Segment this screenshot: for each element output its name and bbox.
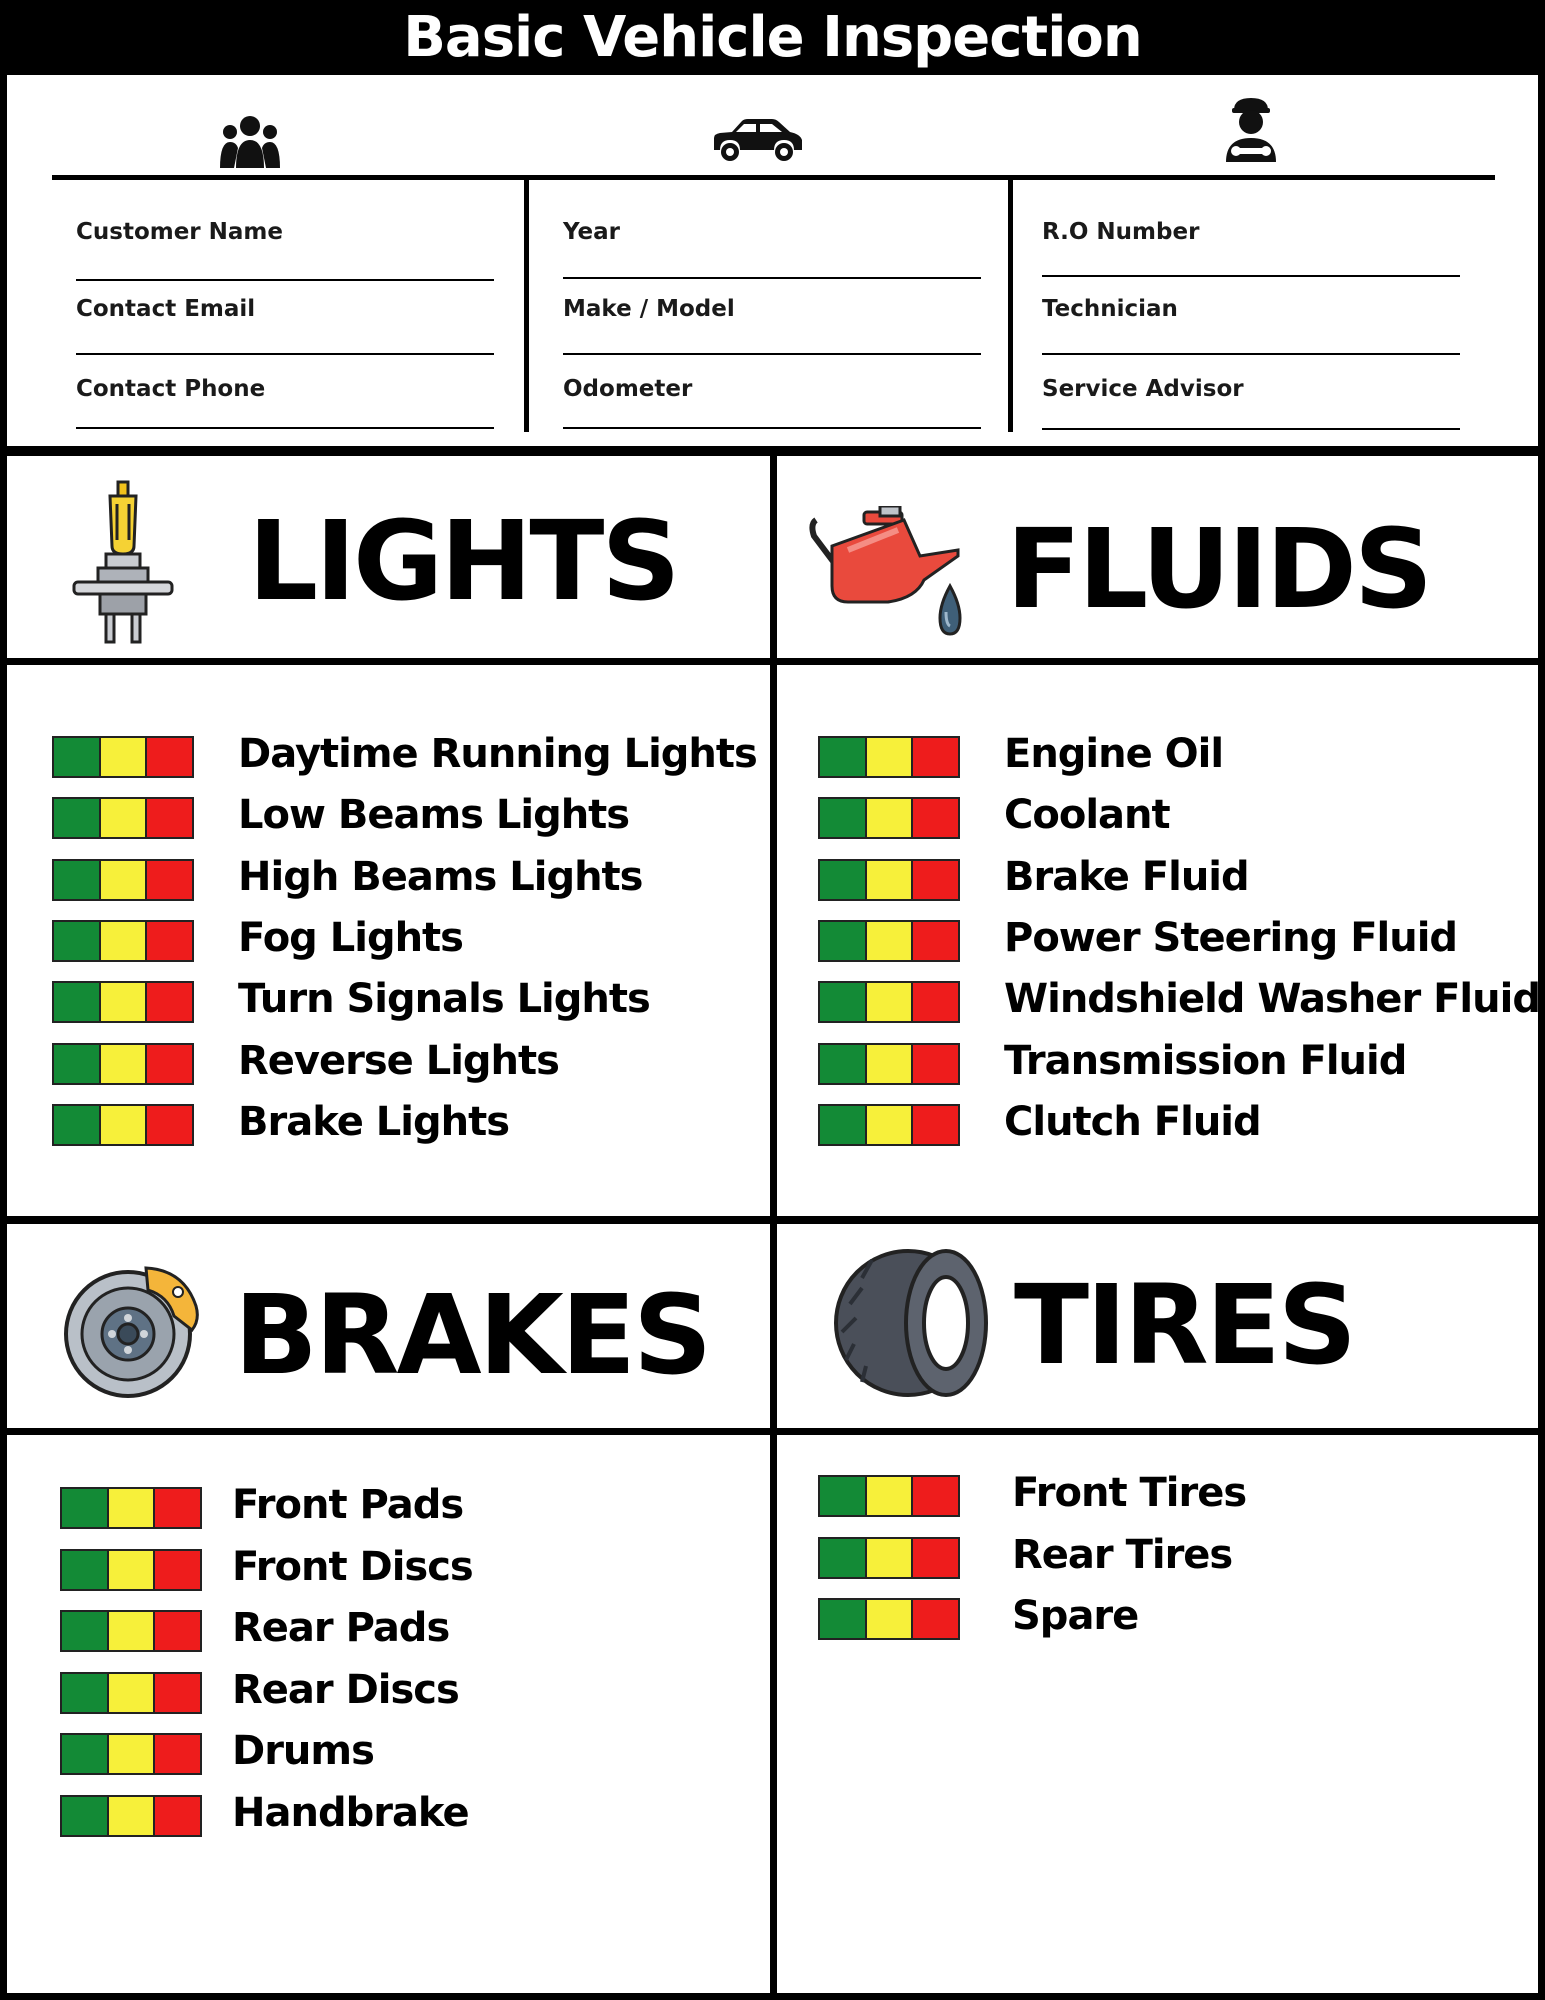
grid-line-center	[770, 456, 777, 1993]
rating-selector[interactable]	[60, 1549, 202, 1591]
rating-caution[interactable]	[101, 799, 148, 837]
rating-caution[interactable]	[867, 799, 914, 837]
rating-caution[interactable]	[101, 1045, 148, 1083]
rating-good[interactable]	[62, 1735, 109, 1773]
lights-item-label: High Beams Lights	[238, 854, 643, 900]
rating-selector[interactable]	[818, 859, 960, 901]
rating-selector[interactable]	[60, 1487, 202, 1529]
rating-bad[interactable]	[147, 922, 192, 960]
ro-number-field[interactable]	[1042, 275, 1460, 277]
lights-title: LIGHTS	[248, 497, 678, 625]
tires-item-label: Spare	[1012, 1593, 1139, 1639]
rating-bad[interactable]	[913, 1600, 958, 1638]
fluids-item-label: Coolant	[1004, 792, 1170, 838]
rating-caution[interactable]	[867, 983, 914, 1021]
rating-good[interactable]	[820, 922, 867, 960]
rating-selector[interactable]	[818, 1598, 960, 1640]
rating-caution[interactable]	[867, 1106, 914, 1144]
odometer-label: Odometer	[563, 376, 693, 402]
lights-item-label: Reverse Lights	[238, 1038, 559, 1084]
rating-bad[interactable]	[155, 1674, 200, 1712]
info-header-line	[52, 175, 1495, 180]
rating-selector[interactable]	[52, 920, 194, 962]
fluids-item-label: Clutch Fluid	[1004, 1099, 1261, 1145]
rating-selector[interactable]	[818, 1537, 960, 1579]
rating-good[interactable]	[54, 983, 101, 1021]
fluids-item-label: Transmission Fluid	[1004, 1038, 1407, 1084]
rating-good[interactable]	[820, 799, 867, 837]
rating-caution[interactable]	[109, 1797, 156, 1835]
rating-caution[interactable]	[867, 861, 914, 899]
year-label: Year	[563, 219, 621, 245]
tires-item-label: Front Tires	[1012, 1470, 1247, 1516]
headlight-bulb-icon	[70, 480, 176, 646]
title-bar	[0, 0, 1545, 75]
rating-caution[interactable]	[101, 922, 148, 960]
rating-selector[interactable]	[52, 1104, 194, 1146]
rating-selector[interactable]	[60, 1733, 202, 1775]
info-divider-1	[524, 180, 529, 432]
fluids-item-label: Power Steering Fluid	[1004, 915, 1458, 961]
technician-icon	[1222, 96, 1280, 162]
rating-caution[interactable]	[109, 1612, 156, 1650]
rating-caution[interactable]	[101, 983, 148, 1021]
oil-can-icon	[808, 506, 968, 646]
lights-item-label: Fog Lights	[238, 915, 463, 961]
brake-disc-icon	[64, 1260, 200, 1400]
rating-caution[interactable]	[867, 1539, 914, 1577]
info-divider-2	[1008, 180, 1013, 432]
contact-email-field[interactable]	[76, 353, 494, 355]
rating-selector[interactable]	[818, 1475, 960, 1517]
rating-bad[interactable]	[155, 1489, 200, 1527]
rating-selector[interactable]	[818, 1104, 960, 1146]
rating-good[interactable]	[54, 799, 101, 837]
rating-bad[interactable]	[913, 922, 958, 960]
rating-good[interactable]	[820, 861, 867, 899]
rating-bad[interactable]	[155, 1551, 200, 1589]
fluids-item-label: Engine Oil	[1004, 731, 1224, 777]
grid-line-top	[0, 446, 1545, 456]
rating-caution[interactable]	[109, 1489, 156, 1527]
customers-icon	[218, 114, 282, 168]
fluids-title: FLUIDS	[1006, 505, 1431, 633]
car-icon	[708, 118, 804, 164]
rating-bad[interactable]	[147, 738, 192, 776]
rating-bad[interactable]	[913, 1045, 958, 1083]
rating-selector[interactable]	[52, 797, 194, 839]
make-model-field[interactable]	[563, 353, 981, 355]
rating-selector[interactable]	[52, 736, 194, 778]
year-field[interactable]	[563, 277, 981, 279]
rating-bad[interactable]	[913, 1477, 958, 1515]
fluids-item-label: Brake Fluid	[1004, 854, 1249, 900]
rating-bad[interactable]	[147, 1106, 192, 1144]
frame-right	[1538, 75, 1545, 2000]
rating-selector[interactable]	[818, 981, 960, 1023]
customer-name-field[interactable]	[76, 279, 494, 281]
frame-bottom	[0, 1993, 1545, 2000]
tire-icon	[832, 1248, 992, 1398]
rating-good[interactable]	[62, 1674, 109, 1712]
rating-selector[interactable]	[818, 1043, 960, 1085]
lights-item-label: Daytime Running Lights	[238, 731, 757, 777]
brakes-item-label: Rear Discs	[232, 1667, 459, 1713]
rating-good[interactable]	[820, 738, 867, 776]
fluids-item-label: Windshield Washer Fluid	[1004, 976, 1540, 1022]
rating-good[interactable]	[62, 1612, 109, 1650]
odometer-field[interactable]	[563, 427, 981, 429]
brakes-item-label: Front Discs	[232, 1544, 473, 1590]
rating-bad[interactable]	[913, 799, 958, 837]
rating-bad[interactable]	[913, 1539, 958, 1577]
make-model-label: Make / Model	[563, 296, 735, 322]
lights-item-label: Low Beams Lights	[238, 792, 630, 838]
rating-bad[interactable]	[147, 1045, 192, 1083]
rating-bad[interactable]	[147, 861, 192, 899]
contact-phone-label: Contact Phone	[76, 376, 266, 402]
rating-good[interactable]	[54, 922, 101, 960]
rating-selector[interactable]	[60, 1610, 202, 1652]
rating-caution[interactable]	[101, 861, 148, 899]
technician-field[interactable]	[1042, 353, 1460, 355]
brakes-item-label: Front Pads	[232, 1482, 464, 1528]
rating-bad[interactable]	[913, 861, 958, 899]
rating-caution[interactable]	[109, 1674, 156, 1712]
rating-bad[interactable]	[913, 738, 958, 776]
ro-number-label: R.O Number	[1042, 219, 1200, 245]
rating-caution[interactable]	[867, 1600, 914, 1638]
rating-bad[interactable]	[147, 799, 192, 837]
rating-good[interactable]	[54, 1106, 101, 1144]
rating-bad[interactable]	[913, 983, 958, 1021]
rating-good[interactable]	[820, 1477, 867, 1515]
brakes-title: BRAKES	[234, 1271, 710, 1399]
lights-item-label: Turn Signals Lights	[238, 976, 650, 1022]
rating-good[interactable]	[54, 738, 101, 776]
frame-left	[0, 75, 7, 2000]
rating-selector[interactable]	[60, 1795, 202, 1837]
rating-good[interactable]	[820, 1600, 867, 1638]
rating-selector[interactable]	[52, 1043, 194, 1085]
rating-caution[interactable]	[867, 1045, 914, 1083]
rating-caution[interactable]	[109, 1735, 156, 1773]
rating-good[interactable]	[62, 1551, 109, 1589]
rating-selector[interactable]	[818, 920, 960, 962]
brakes-item-label: Handbrake	[232, 1790, 469, 1836]
rating-caution[interactable]	[867, 1477, 914, 1515]
rating-selector[interactable]	[818, 736, 960, 778]
tires-title: TIRES	[1014, 1261, 1355, 1389]
rating-caution[interactable]	[867, 738, 914, 776]
rating-selector[interactable]	[52, 981, 194, 1023]
rating-bad[interactable]	[147, 983, 192, 1021]
brakes-item-label: Drums	[232, 1728, 374, 1774]
rating-caution[interactable]	[101, 1106, 148, 1144]
rating-good[interactable]	[62, 1489, 109, 1527]
rating-caution[interactable]	[109, 1551, 156, 1589]
rating-selector[interactable]	[52, 859, 194, 901]
rating-selector[interactable]	[818, 797, 960, 839]
rating-good[interactable]	[820, 983, 867, 1021]
brakes-item-label: Rear Pads	[232, 1605, 450, 1651]
rating-good[interactable]	[54, 1045, 101, 1083]
rating-good[interactable]	[54, 861, 101, 899]
rating-good[interactable]	[820, 1045, 867, 1083]
rating-bad[interactable]	[913, 1106, 958, 1144]
technician-label: Technician	[1042, 296, 1178, 322]
lights-item-label: Brake Lights	[238, 1099, 510, 1145]
service-advisor-field[interactable]	[1042, 428, 1460, 430]
contact-email-label: Contact Email	[76, 296, 256, 322]
rating-good[interactable]	[820, 1106, 867, 1144]
rating-bad[interactable]	[155, 1735, 200, 1773]
rating-good[interactable]	[62, 1797, 109, 1835]
contact-phone-field[interactable]	[76, 427, 494, 429]
rating-caution[interactable]	[101, 738, 148, 776]
rating-selector[interactable]	[60, 1672, 202, 1714]
rating-bad[interactable]	[155, 1797, 200, 1835]
customer-name-label: Customer Name	[76, 219, 283, 245]
service-advisor-label: Service Advisor	[1042, 376, 1244, 402]
page-title: Basic Vehicle Inspection	[403, 5, 1142, 70]
rating-good[interactable]	[820, 1539, 867, 1577]
rating-bad[interactable]	[155, 1612, 200, 1650]
tires-item-label: Rear Tires	[1012, 1532, 1233, 1578]
rating-caution[interactable]	[867, 922, 914, 960]
